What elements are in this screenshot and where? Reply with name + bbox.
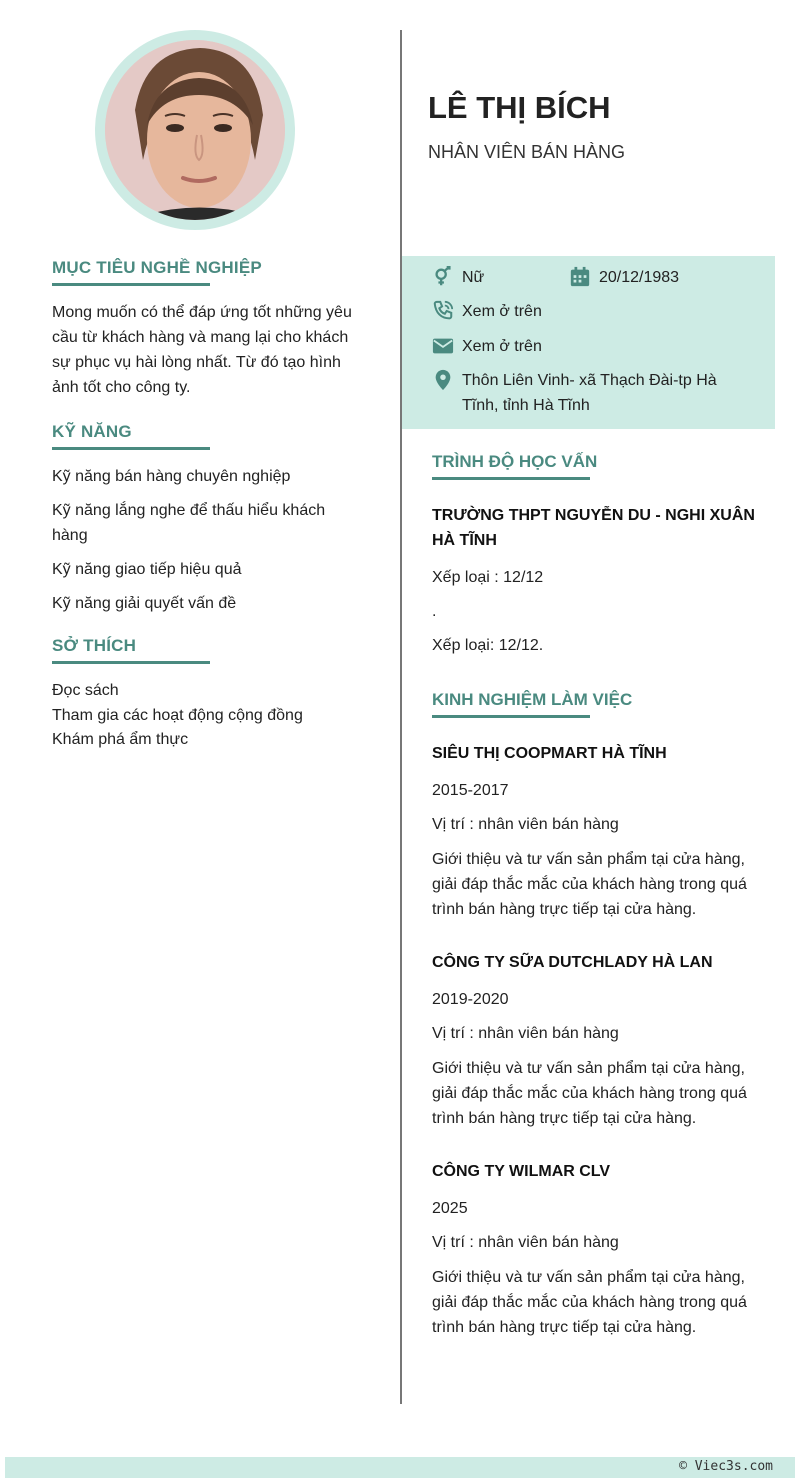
contact-gender xyxy=(432,265,484,290)
objective-section xyxy=(52,258,352,400)
phone-text: Xem ở trên xyxy=(462,303,542,320)
objective-text: Mong muốn có thể đáp ứng tốt những yêu cầu từ khách hàng và mang lại cho khách sự phục vụ hài lòng nhất. Từ đó tạo hình ảnh tốt cho công ty. xyxy=(52,304,352,396)
skill-item: Kỹ năng lắng nghe để thấu hiểu khách hàng xyxy=(52,502,326,544)
hobbies-title: SỞ THÍCH xyxy=(52,636,352,662)
job-description: Giới thiệu và tư vấn sản phẩm tại cửa hàng, giải đáp thắc mắc của khách hàng trong quá trình bán hàng trực tiếp tại cửa hàng. xyxy=(432,1060,747,1127)
contact-email xyxy=(432,334,542,359)
job-entry xyxy=(432,1159,762,1340)
job-period: 2025 xyxy=(432,1200,468,1217)
job-position: Vị trí : nhân viên bán hàng xyxy=(432,816,619,833)
job-period: 2019-2020 xyxy=(432,991,509,1008)
job-entry xyxy=(432,741,762,922)
hobby-item: Đọc sách xyxy=(52,682,119,699)
job-company: CÔNG TY SỮA DUTCHLADY HÀ LAN xyxy=(432,954,713,971)
skills-title: KỸ NĂNG xyxy=(52,422,352,448)
job-entry xyxy=(432,950,762,1131)
phone-icon xyxy=(432,300,454,322)
address-text: Thôn Liên Vinh- xã Thạch Đài-tp Hà Tĩnh, tỉnh Hà Tĩnh xyxy=(462,372,717,414)
job-company: CÔNG TY WILMAR CLV xyxy=(432,1163,611,1180)
calendar-icon xyxy=(569,266,591,288)
avatar xyxy=(105,40,285,220)
contact-address xyxy=(432,368,752,418)
email-icon xyxy=(432,335,454,357)
candidate-name: LÊ THỊ BÍCH xyxy=(428,90,611,125)
column-divider xyxy=(400,30,402,1404)
education-line: Xếp loại: 12/12. xyxy=(432,637,544,654)
email-text: Xem ở trên xyxy=(462,338,542,355)
education-section xyxy=(432,452,762,658)
job-position: Vị trí : nhân viên bán hàng xyxy=(432,1234,619,1251)
job-position: Vị trí : nhân viên bán hàng xyxy=(432,1025,619,1042)
experience-section xyxy=(432,690,762,1340)
contact-birthday xyxy=(569,265,679,290)
contact-phone xyxy=(432,299,542,324)
footer-credit[interactable]: © Viec3s.com xyxy=(679,1459,773,1474)
job-period: 2015-2017 xyxy=(432,782,509,799)
gender-icon xyxy=(432,266,454,288)
skill-item: Kỹ năng bán hàng chuyên nghiệp xyxy=(52,468,291,485)
job-description: Giới thiệu và tư vấn sản phẩm tại cửa hàng, giải đáp thắc mắc của khách hàng trong quá trình bán hàng trực tiếp tại cửa hàng. xyxy=(432,851,747,918)
job-description: Giới thiệu và tư vấn sản phẩm tại cửa hàng, giải đáp thắc mắc của khách hàng trong quá trình bán hàng trực tiếp tại cửa hàng. xyxy=(432,1269,747,1336)
hobby-item: Tham gia các hoạt động cộng đồng xyxy=(52,706,303,724)
objective-title: MỤC TIÊU NGHỀ NGHIỆP xyxy=(52,258,352,284)
candidate-role: NHÂN VIÊN BÁN HÀNG xyxy=(428,142,626,162)
contact-panel xyxy=(402,256,775,429)
experience-title: KINH NGHIỆM LÀM VIỆC xyxy=(432,690,762,716)
hobbies-section xyxy=(52,636,352,753)
school-name: TRƯỜNG THPT NGUYỄN DU - NGHI XUÂN HÀ TĨNH xyxy=(432,507,755,549)
education-line: Xếp loại : 12/12 xyxy=(432,569,544,586)
skill-item: Kỹ năng giải quyết vấn đề xyxy=(52,595,237,612)
location-icon xyxy=(432,369,454,391)
footer-bar xyxy=(5,1457,795,1478)
hobby-item: Khám phá ẩm thực xyxy=(52,731,189,748)
job-company: SIÊU THỊ COOPMART HÀ TĨNH xyxy=(432,745,667,762)
birthday-text: 20/12/1983 xyxy=(599,269,680,286)
gender-text: Nữ xyxy=(462,269,485,286)
skill-item: Kỹ năng giao tiếp hiệu quả xyxy=(52,561,242,578)
education-line: . xyxy=(432,603,437,620)
avatar-ring xyxy=(95,30,295,230)
skills-section xyxy=(52,422,352,625)
education-title: TRÌNH ĐỘ HỌC VẤN xyxy=(432,452,762,478)
